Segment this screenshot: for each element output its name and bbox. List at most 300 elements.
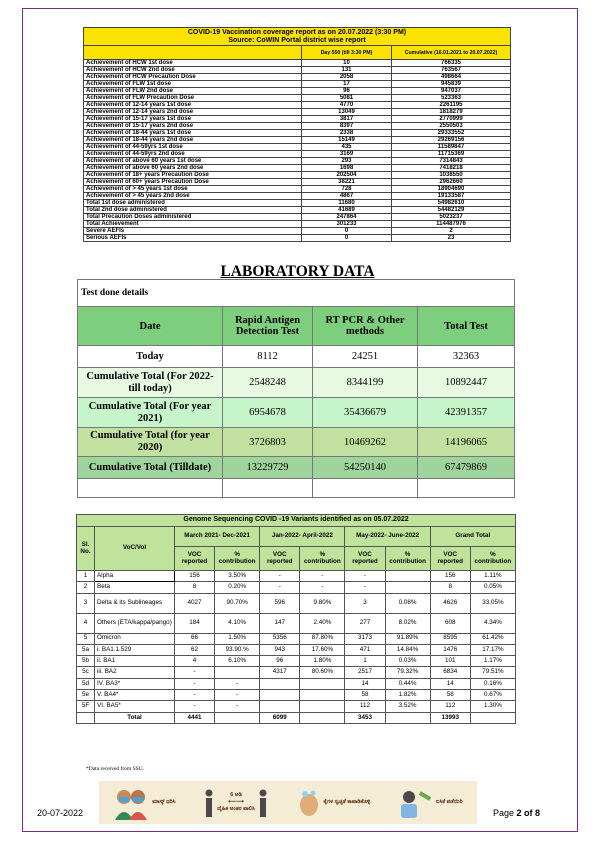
genome-voc-count: 101 (430, 656, 470, 667)
vaccination-day-value: 0 (302, 235, 392, 242)
vaccination-day-value: 41689 (302, 207, 392, 214)
vaccination-row-label: Achievement of 12-14 years 2nd dose (84, 109, 302, 116)
vaccination-row (84, 123, 511, 130)
genome-voc-count: 4027 (175, 593, 215, 613)
lab-row-label: Cumulative Total (For year 2021) (78, 398, 223, 428)
vaccination-row (84, 200, 511, 207)
vaccination-cumulative-value: 23 (392, 235, 511, 242)
genome-contribution-pct: - (300, 571, 345, 582)
banner-handwash-segment (297, 788, 371, 818)
vaccination-row (84, 186, 511, 193)
genome-sub-voc: VOC reported (175, 547, 215, 571)
handwash-icon (297, 788, 321, 818)
vaccination-title (84, 28, 511, 46)
lab-rat-value: 8112 (223, 346, 313, 368)
vaccination-day-value: 11680 (302, 200, 392, 207)
genome-voc-count: 596 (260, 593, 300, 613)
vaccination-day-value: 1698 (302, 165, 392, 172)
genome-voc-count: - (260, 571, 300, 582)
vaccination-row (84, 158, 511, 165)
genome-voc-count: - (175, 667, 215, 678)
genome-variant-name: Alpha (95, 571, 175, 582)
genome-contribution-pct (385, 582, 430, 593)
lab-header-date: Date (78, 307, 223, 346)
genome-total-blank (300, 712, 345, 723)
genome-contribution-pct: 3.50% (215, 571, 260, 582)
person-icon (258, 789, 268, 817)
lab-row (78, 398, 515, 428)
genome-row-sl: 3 (77, 593, 95, 613)
genome-contribution-pct: 0.20% (215, 582, 260, 593)
genome-contribution-pct: 1.80% (300, 656, 345, 667)
vaccination-cumulative-value: 498664 (392, 74, 511, 81)
genome-voc-count: 8 (175, 582, 215, 593)
genome-row-sl: 5F (77, 701, 95, 712)
genome-period-4: Grand Total (430, 527, 515, 547)
genome-total-row (77, 712, 516, 723)
lab-header-row (78, 307, 515, 346)
lab-rtpcr-value: 54250140 (313, 457, 418, 479)
genome-contribution-pct (300, 701, 345, 712)
vaccination-row-label: Achievement of 60+ years Precaution Dose (84, 179, 302, 186)
genome-sub-pct: % contribution (215, 547, 260, 571)
vaccination-row-label: Achievement of 44-59yrs 2nd dose (84, 151, 302, 158)
genome-contribution-pct: 2.40% (300, 613, 345, 633)
vaccination-cumulative-value: 1818279 (392, 109, 511, 116)
vaccination-cumulative-value: 523363 (392, 95, 511, 102)
genome-header-voc: VoC/VoI (95, 527, 175, 571)
genome-voc-count: 62 (175, 644, 215, 655)
vaccination-header-day: Day 550 (till 3:30 PM) (302, 46, 392, 60)
genome-variant-name: Delta & its Sublineages (95, 593, 175, 613)
genome-voc-count: 14 (345, 678, 385, 689)
page-current: 2 (516, 808, 522, 818)
genome-voc-count: 6834 (430, 667, 470, 678)
genome-period-3: May-2022- June-2022 (345, 527, 430, 547)
vaccination-row-label: Total Precaution Doses administered (84, 214, 302, 221)
genome-sub-pct: % contribution (300, 547, 345, 571)
lab-rat-value: 2548248 (223, 368, 313, 398)
vaccination-row (84, 67, 511, 74)
genome-contribution-pct: - (215, 678, 260, 689)
footer-date: 20-07-2022 (37, 808, 84, 818)
genome-contribution-pct: 3.52% (385, 701, 430, 712)
vaccination-row (84, 221, 511, 228)
vaccination-day-value: 4770 (302, 102, 392, 109)
vaccination-cumulative-value: 7314843 (392, 158, 511, 165)
lab-row (78, 346, 515, 368)
genome-voc-count: 112 (430, 701, 470, 712)
genome-voc-count: - (345, 582, 385, 593)
genome-voc-count: 2517 (345, 667, 385, 678)
genome-title-row (77, 515, 516, 527)
genome-contribution-pct: 0.44% (385, 678, 430, 689)
genome-voc-count (260, 678, 300, 689)
genome-sub-pct: % contribution (385, 547, 430, 571)
genome-contribution-pct: 90.70% (215, 593, 260, 613)
vaccination-cumulative-value: 5023237 (392, 214, 511, 221)
vaccination-day-value: 10 (302, 60, 392, 67)
page-of: of (521, 808, 536, 818)
genome-row (77, 613, 516, 633)
genome-total-label: Total (95, 712, 175, 723)
genome-contribution-pct: 79.32% (385, 667, 430, 678)
lab-row (78, 368, 515, 398)
genome-voc-count: 608 (430, 613, 470, 633)
vaccination-day-value: 4867 (302, 193, 392, 200)
lab-rat-value: 3726803 (223, 428, 313, 457)
vaccination-day-value: 3169 (302, 151, 392, 158)
genome-sub-voc: VOC reported (260, 547, 300, 571)
genome-row (77, 690, 516, 701)
vaccination-title-source: Source: CoWIN Portal district wise report (228, 36, 366, 44)
vaccination-row-label: Achievement of 18-44 years 2nd dose (84, 137, 302, 144)
genome-row-sl: 5a (77, 644, 95, 655)
genome-voc-count: - (175, 701, 215, 712)
vaccination-icon (399, 788, 433, 818)
vaccination-cumulative-value: 11589847 (392, 144, 511, 151)
genome-total-v3: 3453 (345, 712, 385, 723)
genome-total-blank (215, 712, 260, 723)
vaccination-row (84, 130, 511, 137)
genome-contribution-pct: 8.02% (385, 613, 430, 633)
vaccination-day-value: 247864 (302, 214, 392, 221)
genome-voc-count: 66 (175, 633, 215, 644)
vaccination-row (84, 228, 511, 235)
genome-contribution-pct: 61.42% (470, 633, 515, 644)
genome-period-2: Jan-2022- April-2022 (260, 527, 345, 547)
vaccination-row (84, 137, 511, 144)
genome-contribution-pct: 0.08% (385, 593, 430, 613)
vaccination-cumulative-value: 19133587 (392, 193, 511, 200)
genome-row (77, 678, 516, 689)
vaccination-day-value: 0 (302, 228, 392, 235)
vaccination-day-value: 17 (302, 81, 392, 88)
vaccination-day-value: 435 (302, 144, 392, 151)
genome-contribution-pct: 1.11% (470, 571, 515, 582)
genome-contribution-pct: 91.89% (385, 633, 430, 644)
genome-period-row (77, 527, 516, 547)
banner-distance-segment (204, 789, 268, 817)
lab-row-label: Cumulative Total (for year 2020) (78, 428, 223, 457)
vaccination-day-value: 13049 (302, 109, 392, 116)
genome-row-sl: 5c (77, 667, 95, 678)
vaccination-day-value: 728 (302, 186, 392, 193)
genome-contribution-pct: 6.10% (215, 656, 260, 667)
genome-variant-name: V. BA4* (95, 690, 175, 701)
genome-voc-count (260, 690, 300, 701)
genome-voc-count: 3 (345, 593, 385, 613)
vaccination-cumulative-value: 945839 (392, 81, 511, 88)
vaccination-row (84, 74, 511, 81)
vaccination-cumulative-value: 114487976 (392, 221, 511, 228)
vaccination-day-value: 5081 (302, 95, 392, 102)
vaccination-day-value: 15149 (302, 137, 392, 144)
genome-variant-name: iii. BA2 (95, 667, 175, 678)
lab-total-value: 42391357 (418, 398, 515, 428)
genome-contribution-pct: 1.82% (385, 690, 430, 701)
genome-voc-count: 277 (345, 613, 385, 633)
footnote: *Data received from SSU. (86, 766, 145, 772)
vaccination-row-label: Severe AEFIs (84, 228, 302, 235)
lab-caption: Test done details (78, 280, 515, 307)
genome-period-1: March 2021- Dec-2021 (175, 527, 260, 547)
genome-voc-count: 147 (260, 613, 300, 633)
genome-table (76, 514, 516, 724)
covid-behaviour-banner (99, 781, 477, 824)
genome-voc-count: 3173 (345, 633, 385, 644)
vaccination-row (84, 235, 511, 242)
vaccination-row (84, 144, 511, 151)
genome-row-sl: 5e (77, 690, 95, 701)
lab-row (78, 457, 515, 479)
genome-voc-count: - (175, 690, 215, 701)
vaccination-row-label: Achievement of HCW 1st dose (84, 60, 302, 67)
genome-voc-count: 471 (345, 644, 385, 655)
genome-sub-pct: % contribution (470, 547, 515, 571)
vaccination-cumulative-value: 18904690 (392, 186, 511, 193)
vaccination-row (84, 179, 511, 186)
genome-voc-count: 4626 (430, 593, 470, 613)
genome-contribution-pct: 0.67% (470, 690, 515, 701)
genome-contribution-pct: 17.17% (470, 644, 515, 655)
vaccination-row (84, 214, 511, 221)
genome-row (77, 593, 516, 613)
vaccination-cumulative-value: 1038550 (392, 172, 511, 179)
vaccination-row-label: Achievement of 15-17 years 2nd dose (84, 123, 302, 130)
vaccination-row-label: Achievement of HCW 2nd dose (84, 67, 302, 74)
genome-voc-count: 8595 (430, 633, 470, 644)
vaccination-row-label: Total Achievement (84, 221, 302, 228)
lab-total-value: 14196065 (418, 428, 515, 457)
lab-total-value: 32363 (418, 346, 515, 368)
genome-voc-count: 1 (345, 656, 385, 667)
vaccination-day-value: 8397 (302, 123, 392, 130)
vaccination-row (84, 81, 511, 88)
vaccination-cumulative-value: 54982610 (392, 200, 511, 207)
genome-row-sl: 5b (77, 656, 95, 667)
vaccination-row-label: Achievement of 18+ years Precaution Dose (84, 172, 302, 179)
lab-row-label: Cumulative Total (Tilldate) (78, 457, 223, 479)
vaccination-title-line1: COVID-19 Vaccination coverage report as on 20.07.2022 (3:30 PM) (187, 28, 407, 36)
genome-variant-name: Others (ETA/kappa/pango) (95, 613, 175, 633)
vaccination-day-value: 202504 (302, 172, 392, 179)
lab-table (77, 279, 515, 498)
genome-voc-count: 943 (260, 644, 300, 655)
genome-contribution-pct: 0.03% (385, 656, 430, 667)
lab-header-rtpcr: RT PCR & Other methods (313, 307, 418, 346)
vaccination-cumulative-value: 2 (392, 228, 511, 235)
genome-voc-count: 4317 (260, 667, 300, 678)
genome-row-sl: 1 (77, 571, 95, 582)
vaccination-cumulative-value: 7418218 (392, 165, 511, 172)
lab-total-value: 67479869 (418, 457, 515, 479)
vaccination-row (84, 151, 511, 158)
genome-contribution-pct: 0.16% (470, 678, 515, 689)
genome-sub-voc: VOC reported (430, 547, 470, 571)
genome-voc-count: - (345, 571, 385, 582)
vaccination-cumulative-value: 2962660 (392, 179, 511, 186)
lab-row-label: Cumulative Total (For 2022- till today) (78, 368, 223, 398)
genome-row (77, 644, 516, 655)
vaccination-row-label: Achievement of FLW 2nd dose (84, 88, 302, 95)
genome-contribution-pct: 80.60% (300, 667, 345, 678)
genome-contribution-pct: 4.10% (215, 613, 260, 633)
banner-mask-segment (113, 786, 175, 820)
vaccination-row-label: Achievement of 18-44 years 1st dose (84, 130, 302, 137)
genome-voc-count: 184 (175, 613, 215, 633)
vaccination-title-row (84, 28, 511, 46)
vaccination-cumulative-value: 54482129 (392, 207, 511, 214)
genome-voc-count: 156 (430, 571, 470, 582)
genome-variant-name: VI. BA5* (95, 701, 175, 712)
vaccination-row (84, 116, 511, 123)
footer-page-number (493, 808, 540, 818)
vaccination-day-value: 301233 (302, 221, 392, 228)
vaccination-row-label: Achievement of above 60 years 2nd dose (84, 165, 302, 172)
genome-voc-count: 112 (345, 701, 385, 712)
genome-row-sl: 2 (77, 582, 95, 593)
genome-voc-count: 5356 (260, 633, 300, 644)
genome-contribution-pct (385, 571, 430, 582)
vaccination-cumulative-value: 11715369 (392, 151, 511, 158)
genome-contribution-pct (215, 667, 260, 678)
vaccination-row (84, 95, 511, 102)
banner-vaccine-segment (399, 788, 463, 818)
vaccination-day-value: 293 (302, 158, 392, 165)
genome-variant-name: Beta (95, 582, 175, 593)
vaccination-cumulative-value: 947037 (392, 88, 511, 95)
genome-contribution-pct: 1.30% (470, 701, 515, 712)
vaccination-row (84, 207, 511, 214)
lab-header-total: Total Test (418, 307, 515, 346)
vaccination-row-label: Total 1st dose administered (84, 200, 302, 207)
genome-voc-count: 4 (175, 656, 215, 667)
vaccination-row (84, 109, 511, 116)
lab-rtpcr-value: 24251 (313, 346, 418, 368)
lab-rtpcr-value: 8344199 (313, 368, 418, 398)
genome-row (77, 582, 516, 593)
lab-total-value: 10892447 (418, 368, 515, 398)
genome-contribution-pct: 79.51% (470, 667, 515, 678)
genome-voc-count: 8 (430, 582, 470, 593)
lab-row-label: Today (78, 346, 223, 368)
genome-voc-count: 1476 (430, 644, 470, 655)
lab-title: LABORATORY DATA (220, 263, 375, 280)
lab-rtpcr-value: 10469262 (313, 428, 418, 457)
vaccination-header-cumulative: Cumulative (16.01.2021 to 20.07.2022) (392, 46, 511, 60)
vaccination-body (84, 60, 511, 242)
genome-voc-count (260, 701, 300, 712)
lab-rat-value: 13229729 (223, 457, 313, 479)
genome-sub-voc: VOC reported (345, 547, 385, 571)
person-icon (204, 789, 214, 817)
genome-contribution-pct (300, 690, 345, 701)
genome-title: Genome Sequencing COVID -19 Variants identified as on 05.07.2022 (77, 515, 516, 527)
banner-vaccine-text: ಲಸಿಕೆ ಪಡೆಯಿರಿ (435, 799, 463, 805)
genome-contribution-pct: 33.05% (470, 593, 515, 613)
genome-variant-name: i. BA1.1.529 (95, 644, 175, 655)
vaccination-cumulative-value: 2550503 (392, 123, 511, 130)
vaccination-cumulative-value: 2770999 (392, 116, 511, 123)
genome-contribution-pct: 17.60% (300, 644, 345, 655)
vaccination-row-label: Achievement of 44-59yrs 1st dose (84, 144, 302, 151)
lab-rat-value: 6954678 (223, 398, 313, 428)
vaccination-row (84, 88, 511, 95)
genome-contribution-pct: 1.17% (470, 656, 515, 667)
vaccination-table (83, 27, 511, 242)
vaccination-row-label: Achievement of 12-14 years 1st dose (84, 102, 302, 109)
genome-contribution-pct: 87.80% (300, 633, 345, 644)
vaccination-cumulative-value: 2261195 (392, 102, 511, 109)
vaccination-day-value: 38221 (302, 179, 392, 186)
lab-header-rat: Rapid Antigen Detection Test (223, 307, 313, 346)
genome-voc-count: 156 (175, 571, 215, 582)
genome-voc-count: - (260, 582, 300, 593)
genome-contribution-pct: 0.05% (470, 582, 515, 593)
genome-voc-count: 58 (430, 690, 470, 701)
genome-contribution-pct: - (300, 582, 345, 593)
vaccination-header-row (84, 46, 511, 60)
vaccination-day-value: 3817 (302, 116, 392, 123)
genome-total-blank (470, 712, 515, 723)
vaccination-row-label: Achievement of 15-17 years 1st dose (84, 116, 302, 123)
genome-total-v4: 13993 (430, 712, 470, 723)
genome-voc-count: - (175, 678, 215, 689)
vaccination-row-label: Achievement of HCW Precaution Dose (84, 74, 302, 81)
genome-contribution-pct: 1.50% (215, 633, 260, 644)
genome-variant-name: IV. BA3* (95, 678, 175, 689)
vaccination-header-blank (84, 46, 302, 60)
genome-row (77, 571, 516, 582)
vaccination-row-label: Achievement of FLW Precaution Dose (84, 95, 302, 102)
genome-row (77, 633, 516, 644)
vaccination-row-label: Serious AEFIs (84, 235, 302, 242)
genome-row-sl: 4 (77, 613, 95, 633)
genome-contribution-pct: 9.80% (300, 593, 345, 613)
vaccination-cumulative-value: 766335 (392, 60, 511, 67)
lab-row (78, 428, 515, 457)
vaccination-day-value: 96 (302, 88, 392, 95)
genome-voc-count: 96 (260, 656, 300, 667)
vaccination-row-label: Achievement of above 60 years 1st dose (84, 158, 302, 165)
vaccination-row-label: Achievement of FLW 1st dose (84, 81, 302, 88)
vaccination-row (84, 165, 511, 172)
vaccination-row (84, 172, 511, 179)
genome-voc-count: 14 (430, 678, 470, 689)
vaccination-row (84, 193, 511, 200)
vaccination-cumulative-value: 763567 (392, 67, 511, 74)
genome-total-sl (77, 712, 95, 723)
genome-row (77, 667, 516, 678)
banner-distance-measure: 6 ಅಡಿ (230, 792, 242, 798)
genome-contribution-pct: 4.34% (470, 613, 515, 633)
genome-contribution-pct (300, 678, 345, 689)
page-prefix: Page (493, 808, 517, 818)
genome-contribution-pct: - (215, 701, 260, 712)
genome-row-sl: 5d (77, 678, 95, 689)
genome-row (77, 656, 516, 667)
genome-header-sl: Sl. No. (77, 527, 95, 571)
vaccination-row (84, 102, 511, 109)
genome-contribution-pct: 14.84% (385, 644, 430, 655)
vaccination-cumulative-value: 29333552 (392, 130, 511, 137)
genome-row (77, 701, 516, 712)
genome-contribution-pct: 93.90.% (215, 644, 260, 655)
genome-body (77, 571, 516, 713)
banner-handwash-text: ಕೈಗಳ ಸ್ವಚ್ಛತೆ ಕಾಪಾಡಿಕೊಳ್ಳಿ (323, 799, 371, 805)
vaccination-day-value: 131 (302, 67, 392, 74)
